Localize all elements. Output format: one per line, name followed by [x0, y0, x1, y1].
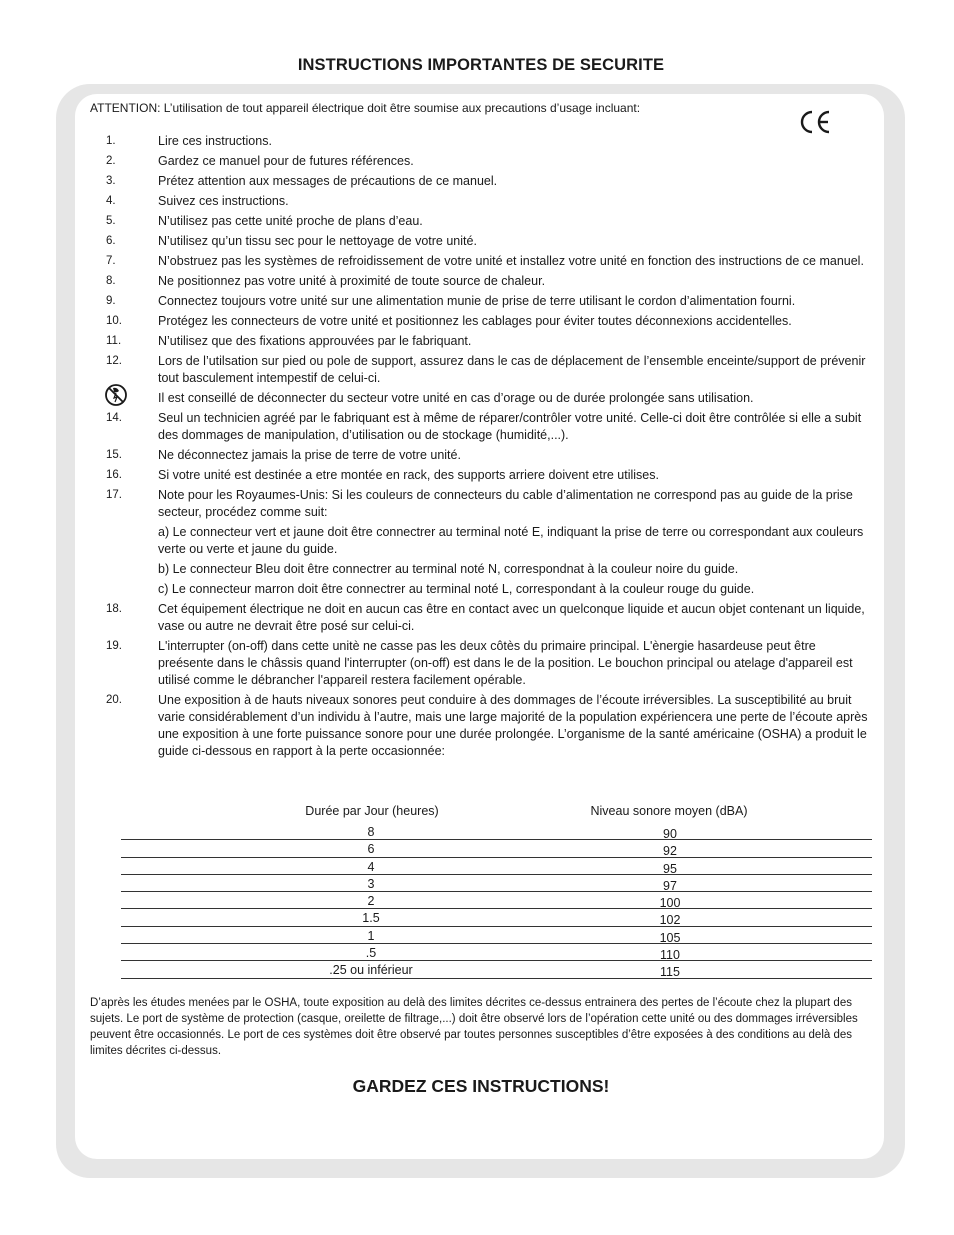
list-item: 9. Connectez toujours votre unité sur une alimentation munie de prise de terre utilisant le cordon d’alimentation fourni.: [106, 294, 796, 308]
list-item: 19. L'interrupter (on-off) dans cette unitè ne casse pas les deux côtès du primaire principal. L'ènergie hasardeuse peut être preésente dans le châssis quand l'interrupter (on-off) est dans le de la position. Le bouchon principal ou atelage d'appareil est utilisé comme le débrancher l'appareil restera facilement opérable.: [106, 639, 853, 687]
attention-text: ATTENTION: L’utilisation de tout appareil électrique doit être soumise aux precautions d’usage incluant:: [90, 101, 641, 115]
table-row: 1 105: [121, 927, 872, 944]
table-row: 2 100: [121, 892, 872, 909]
sub-item: a) Le connecteur vert et jaune doit être connectrer au terminal noté E, indiquant la prise de terre ou correspondant aux couleurs verte ou verte et jaune du guide.: [158, 525, 864, 556]
no-rain-lightning-icon: [104, 383, 128, 412]
column-header-level: Niveau sonore moyen (dBA): [590, 804, 748, 818]
list-item: 18. Cet équipement électrique ne doit en aucun cas être en contact avec un quelconque liquide et aucun objet contenant un liquide, vase ou autre ne devrait être posé sur celui-ci.: [106, 602, 865, 633]
list-item: 1. Lire ces instructions.: [106, 134, 272, 148]
sub-item: c) Le connecteur marron doit être connectrer au terminal noté L, correspondant à la couleur rouge du guide.: [158, 582, 755, 596]
list-item: 20. Une exposition à de hauts niveaux sonores peut conduire à des dommages de l’écoute irréversibles. La susceptibilité au bruit varie considérablement d’un individu à l’autre, mais une large majorité de la population expériencera une perte de l’écoute après une exposition à une forte puissance sonore pour une durée prolongée. L’organisme de la santé américaine (OSHA) a produit le guide ci-dessous en rapport à la perte occasionnée:: [106, 693, 868, 758]
closing-heading: GARDEZ CES INSTRUCTIONS!: [352, 1076, 610, 1096]
list-item: 3. Prétez attention aux messages de précautions de ce manuel.: [106, 174, 498, 188]
list-item: 12. Lors de l’utilsation sur pied ou pole de support, assurez dans le cas de déplacement de l’ensemble enceinte/support de prévenir tout basculement intempestif de celui-ci.: [106, 354, 866, 385]
list-item: 8. Ne positionnez pas votre unité à proximité de toute source de chaleur.: [106, 274, 546, 288]
table-row: .25 ou inférieur 115: [121, 961, 872, 978]
sub-item: b) Le connecteur Bleu doit être connectrer au terminal noté N, correspondnat à la couleur noire du guide.: [158, 562, 739, 576]
list-item: 17. Note pour les Royaumes-Unis: Si les couleurs de connecteurs du cable d’alimentation ne correspond pas au guide de la prise secteur, procédez comme suit: a) Le connecteur vert et jaune doit être connectrer au terminal noté E, indiquant la prise de terre ou correspondant aux couleurs verte ou verte et jaune du guide. b) Le connecteur Bleu doit être connectrer au terminal noté N, correspondnat à la couleur noire du guide. c) Le connecteur marron doit être connectrer au terminal noté L, correspondant à la couleur rouge du guide.: [106, 487, 874, 598]
list-item: 15. Ne déconnectez jamais la prise de terre de votre unité.: [106, 448, 461, 462]
osha-note: D’après les études menées par le OSHA, toute exposition au delà des limites décrites ce-dessus entrainera des pertes de l’écoute chez la plupart des sujets. Le port de système de protection (casque, oreilette de filtrage,...) doit être observé lors de l’opération cette unité ou des dommages irréversibles peuvent être occasionnés. Le port de ces systèmes doit être observé par toutes personnes susceptibles d’être exposées à des conditions au delà des limites décrites ci-dessus.: [90, 997, 858, 1057]
list-item: 5. N’utilisez pas cette unité proche de plans d’eau.: [106, 214, 423, 228]
osha-table: [121, 804, 872, 979]
list-item: 6. N’utilisez qu’un tissu sec pour le nettoyage de votre unité.: [106, 234, 477, 248]
list-item: 4. Suivez ces instructions.: [106, 194, 289, 208]
table-row: 8 90: [121, 823, 872, 840]
table-row: 4 95: [121, 858, 872, 875]
list-item: 10. Protégez les connecteurs de votre unité et positionnez les cablages pour éviter toutes déconnexions accidentelles.: [106, 314, 792, 328]
list-item: 11. N’utilisez que des fixations approuvées par le fabriquant.: [106, 334, 472, 348]
table-header: [121, 804, 872, 823]
list-item: 16. Si votre unité est destinée a etre montée en rack, des supports arriere doivent etre utilises.: [106, 468, 659, 482]
table-row: 6 92: [121, 840, 872, 857]
list-item: 2. Gardez ce manuel pour de futures références.: [106, 154, 414, 168]
list-item: 14. Seul un technicien agréé par le fabriquant est à même de réparer/contrôler votre unité. Celle-ci doit être contrôlée si elle a subit des dommages de manipulation, d’utilisation ou de stockage (humidité,...).: [106, 411, 862, 442]
list-item: 7. N’obstruez pas les systèmes de refroidissement de votre unité et installez votre unité en fonction des instructions de ce manuel.: [106, 254, 864, 268]
table-row: 1.5 102: [121, 909, 872, 926]
instruction-list: [106, 133, 874, 763]
table-row: 3 97: [121, 875, 872, 892]
table-row: .5 110: [121, 944, 872, 961]
list-item: Il est conseillé de déconnecter du secteur votre unité en cas d’orage ou de durée prolongée sans utilisation.: [106, 390, 874, 407]
page-title: INSTRUCTIONS IMPORTANTES DE SECURITE: [297, 56, 665, 74]
column-header-duration: Durée par Jour (heures): [305, 804, 439, 818]
